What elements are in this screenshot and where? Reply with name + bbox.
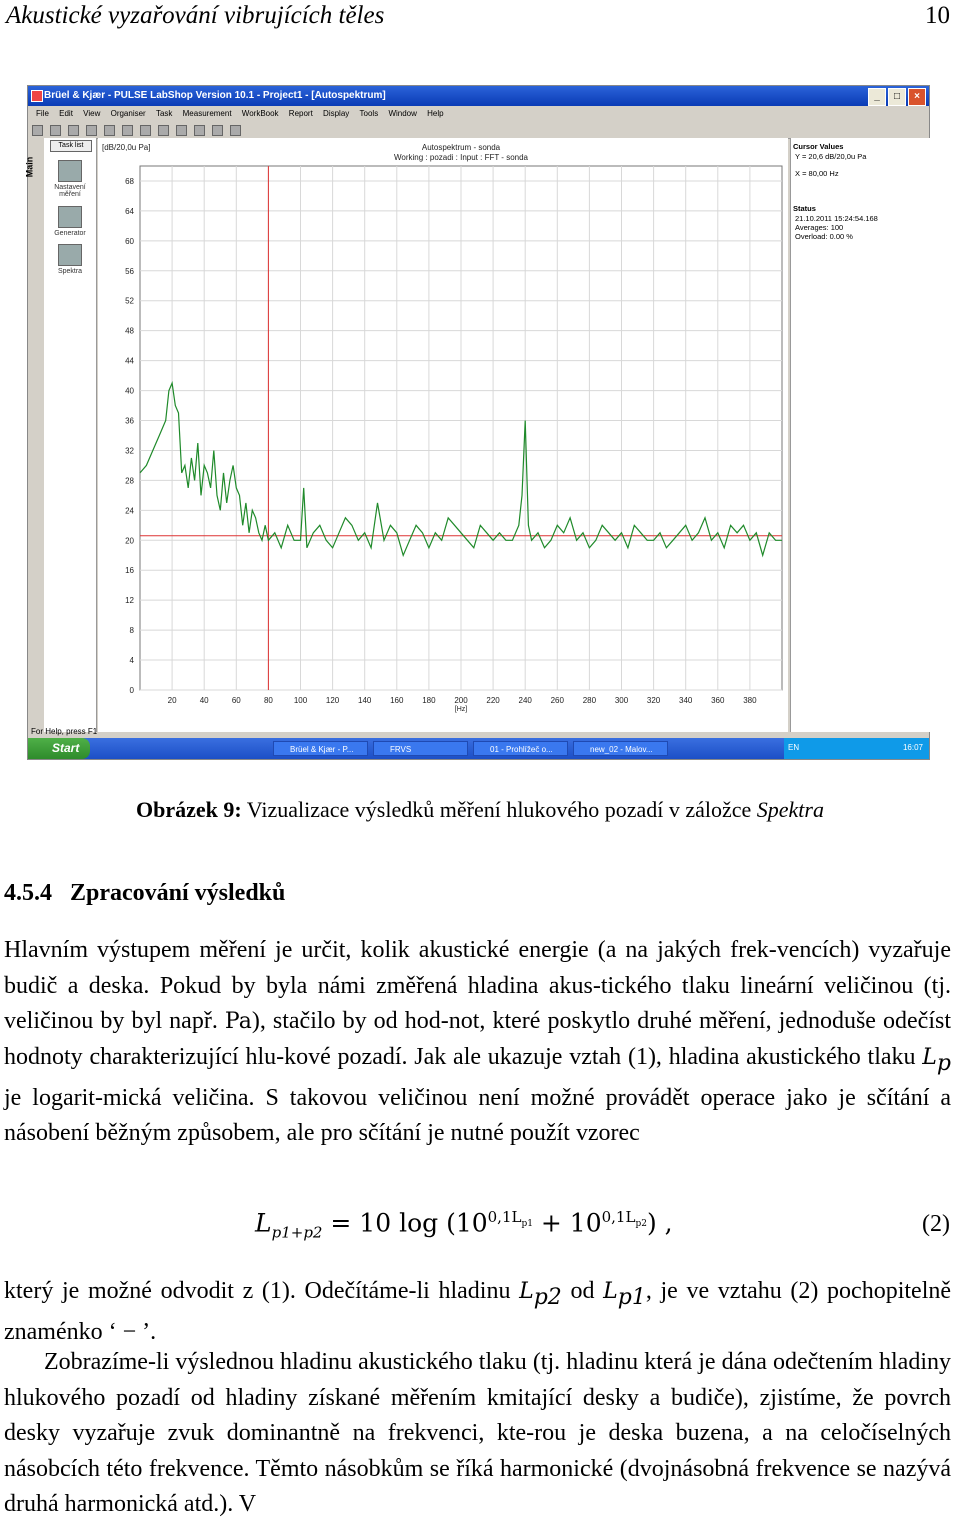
sidebar-item-generator[interactable]: Generator bbox=[46, 206, 94, 237]
x-axis-label: [Hz] bbox=[454, 706, 468, 713]
y-tick-label: 24 bbox=[125, 506, 134, 516]
x-tick-label: 120 bbox=[325, 696, 340, 705]
chart-title: Autospektrum - sonda bbox=[421, 143, 501, 152]
figure-caption: Obrázek 9: Vizualizace výsledků měření hlukového pozadí v záložce Spektra bbox=[136, 797, 824, 822]
menu-edit[interactable]: Edit bbox=[59, 109, 73, 118]
menu-workbook[interactable]: WorkBook bbox=[241, 109, 279, 118]
x-tick-label: 140 bbox=[358, 696, 372, 705]
y-tick-label: 32 bbox=[125, 446, 134, 456]
status-time: 21.10.2011 15:24:54.168 bbox=[795, 214, 878, 223]
screenshot bbox=[24, 85, 930, 760]
x-tick-label: 240 bbox=[518, 696, 532, 705]
window-titlebar bbox=[28, 86, 929, 106]
status-averages: Averages: 100 bbox=[795, 223, 844, 232]
x-tick-label: 60 bbox=[231, 696, 241, 705]
status-overload: Overload: 0.00 % bbox=[795, 232, 853, 241]
y-tick-label: 40 bbox=[125, 386, 134, 396]
language-indicator[interactable]: EN bbox=[788, 743, 800, 752]
paragraph-3: Zobrazíme-li výslednou hladinu akustického tlaku (tj. hladinu která je dána odečtením hladiny hlukového pozadí od hladiny získané měřením kmitající desky a budiče), zjistíme, že povrch desky vyzařuje zvuk dominantně na frekvenci, kte-rou je deska buzena, a na celočíselných násobcích této frekvence. Těmto násobkům se říká harmonické (dvojnásobná frekvence se nazývá druhá harmonická atd.). V bbox=[4, 1349, 951, 1517]
cursor-values-title: Cursor Values bbox=[793, 142, 844, 151]
main-tab[interactable]: Main bbox=[28, 138, 44, 732]
equation-2: $L_{p1+p2} = 10$ $\log (10^{0,1L_{p1}} + 10^{0,1L_{p2}})$ , (2) bbox=[255, 1208, 950, 1242]
status-bar: For Help, press F1 bbox=[31, 727, 98, 736]
menu-display[interactable]: Display bbox=[323, 109, 350, 118]
taskbar-item-paint[interactable]: new_02 - Malov... bbox=[573, 741, 668, 756]
y-tick-label: 0 bbox=[129, 686, 134, 695]
properties-icon[interactable] bbox=[230, 125, 241, 136]
spectrum-icon bbox=[58, 244, 82, 266]
section-heading: 4.5.4 Zpracování výsledků bbox=[4, 880, 286, 906]
taskbar-item-viewer[interactable]: 01 - Prohlížeč o... bbox=[473, 741, 568, 756]
save-icon[interactable] bbox=[68, 125, 79, 136]
sidebar bbox=[24, 138, 97, 732]
measurement-setup-icon bbox=[58, 160, 82, 182]
x-tick-label: 220 bbox=[486, 696, 500, 705]
menu-file[interactable]: File bbox=[36, 109, 49, 118]
y-tick-label: 28 bbox=[125, 476, 134, 486]
page-number: 10 bbox=[925, 2, 950, 29]
x-tick-label: 20 bbox=[167, 696, 177, 705]
x-tick-label: 80 bbox=[263, 696, 273, 705]
taskbar-item-frvs[interactable]: FRVS bbox=[373, 741, 468, 756]
redo-icon[interactable] bbox=[176, 125, 187, 136]
y-tick-label: 12 bbox=[125, 596, 134, 606]
clock: 16:07 bbox=[902, 743, 923, 752]
y-tick-label: 68 bbox=[125, 176, 134, 186]
menu-measurement[interactable]: Measurement bbox=[182, 109, 232, 118]
y-tick-label: 36 bbox=[125, 416, 134, 426]
open-icon[interactable] bbox=[50, 125, 61, 136]
y-tick-label: 4 bbox=[129, 656, 134, 666]
y-tick-label: 8 bbox=[129, 626, 134, 636]
close-button[interactable]: × bbox=[908, 88, 926, 106]
undo-icon[interactable] bbox=[158, 125, 169, 136]
y-tick-label: 20 bbox=[125, 536, 134, 546]
system-tray bbox=[784, 738, 929, 759]
minimize-button[interactable]: _ bbox=[868, 88, 886, 106]
start-button[interactable]: Start bbox=[28, 738, 90, 759]
paste-icon[interactable] bbox=[140, 125, 151, 136]
y-axis-label: [dB/20,0u Pa] bbox=[102, 143, 151, 152]
x-tick-label: 280 bbox=[582, 696, 597, 705]
cursor-x-value: X = 80,00 Hz bbox=[795, 169, 839, 178]
menu-report[interactable]: Report bbox=[288, 109, 313, 118]
x-tick-label: 320 bbox=[646, 696, 661, 705]
generator-icon bbox=[58, 206, 82, 228]
paragraph-2: který je možné odvodit z (1). Odečítáme-li hladinu $L_{p2}$ od $L_{p1}$, je ve vztahu (2) pochopitelně znaménko ‘ − ’. bbox=[4, 1278, 952, 1346]
sidebar-item-setup[interactable]: Nastavení měření bbox=[46, 160, 94, 198]
copy-icon[interactable] bbox=[122, 125, 133, 136]
window-title: Brüel & Kjær - PULSE LabShop Version 10.1 - Project1 - [Autospektrum] bbox=[44, 90, 386, 101]
app-icon bbox=[31, 90, 43, 102]
cursor-y-value: Y = 20,6 dB/20,0u Pa bbox=[795, 152, 867, 161]
y-tick-label: 60 bbox=[125, 236, 134, 246]
y-tick-label: 64 bbox=[125, 206, 134, 216]
menubar bbox=[28, 106, 929, 121]
taskbar-item-pulse[interactable]: Brüel & Kjær - P... bbox=[273, 741, 368, 756]
x-tick-label: 360 bbox=[711, 696, 725, 705]
new-icon[interactable] bbox=[32, 125, 43, 136]
toolbar bbox=[28, 122, 929, 139]
zoom-icon[interactable] bbox=[194, 125, 205, 136]
spectrum-chart[interactable] bbox=[98, 138, 788, 732]
menu-tools[interactable]: Tools bbox=[359, 109, 379, 118]
maximize-button[interactable]: □ bbox=[888, 88, 906, 106]
header-title: Akustické vyzařování vibrujících těles bbox=[6, 2, 385, 29]
right-panel bbox=[790, 138, 930, 732]
cursor-icon[interactable] bbox=[212, 125, 223, 136]
status-title: Status bbox=[793, 204, 816, 213]
x-tick-label: 340 bbox=[679, 696, 693, 705]
x-tick-label: 380 bbox=[743, 696, 757, 705]
chart-subtitle: Working : pozadi : Input : FFT - sonda bbox=[394, 153, 528, 162]
cut-icon[interactable] bbox=[104, 125, 115, 136]
y-tick-label: 48 bbox=[125, 326, 134, 336]
x-tick-label: 200 bbox=[454, 696, 468, 705]
sidebar-item-spektra[interactable]: Spektra bbox=[46, 244, 94, 275]
paragraph-1: Hlavním výstupem měření je určit, kolik akustické energie (a na jakých frek-vencích) vyzařuje budič a deska. Pokud by byla námi změřená hladina akus-tického tlaku lineární veličinou (tj. veličinou by byl např. Pa), stačilo by od hod-not, které poskytlo druhé měření, jednoduše odečíst hodnoty charakterizující hlu-kové pozadí. Jak ale ukazuje vztah (1), hladina akustického tlaku $L_p$ je logarit-mická veličina. S takovou veličinou není možné provádět operace jako je sčítání a násobení běžným způsobem, ale pro sčítání je nutné použít vzorec bbox=[4, 937, 951, 1147]
print-icon[interactable] bbox=[86, 125, 97, 136]
y-tick-label: 52 bbox=[125, 296, 134, 306]
menu-window[interactable]: Window bbox=[388, 109, 417, 118]
x-tick-label: 180 bbox=[422, 696, 436, 705]
x-tick-label: 40 bbox=[199, 696, 209, 705]
x-tick-label: 300 bbox=[614, 696, 629, 705]
y-tick-label: 56 bbox=[125, 266, 134, 276]
taskbar bbox=[28, 738, 929, 759]
menu-task[interactable]: Task bbox=[155, 109, 173, 118]
menu-help[interactable]: Help bbox=[427, 109, 444, 118]
menu-view[interactable]: View bbox=[83, 109, 101, 118]
task-list-button[interactable]: Task list bbox=[50, 140, 92, 152]
x-tick-label: 260 bbox=[550, 696, 564, 705]
y-tick-label: 16 bbox=[125, 566, 134, 576]
x-tick-label: 160 bbox=[390, 696, 404, 705]
x-tick-label: 100 bbox=[293, 696, 308, 705]
menu-organiser[interactable]: Organiser bbox=[110, 109, 146, 118]
plot-area[interactable] bbox=[98, 138, 788, 732]
y-tick-label: 44 bbox=[125, 356, 134, 366]
